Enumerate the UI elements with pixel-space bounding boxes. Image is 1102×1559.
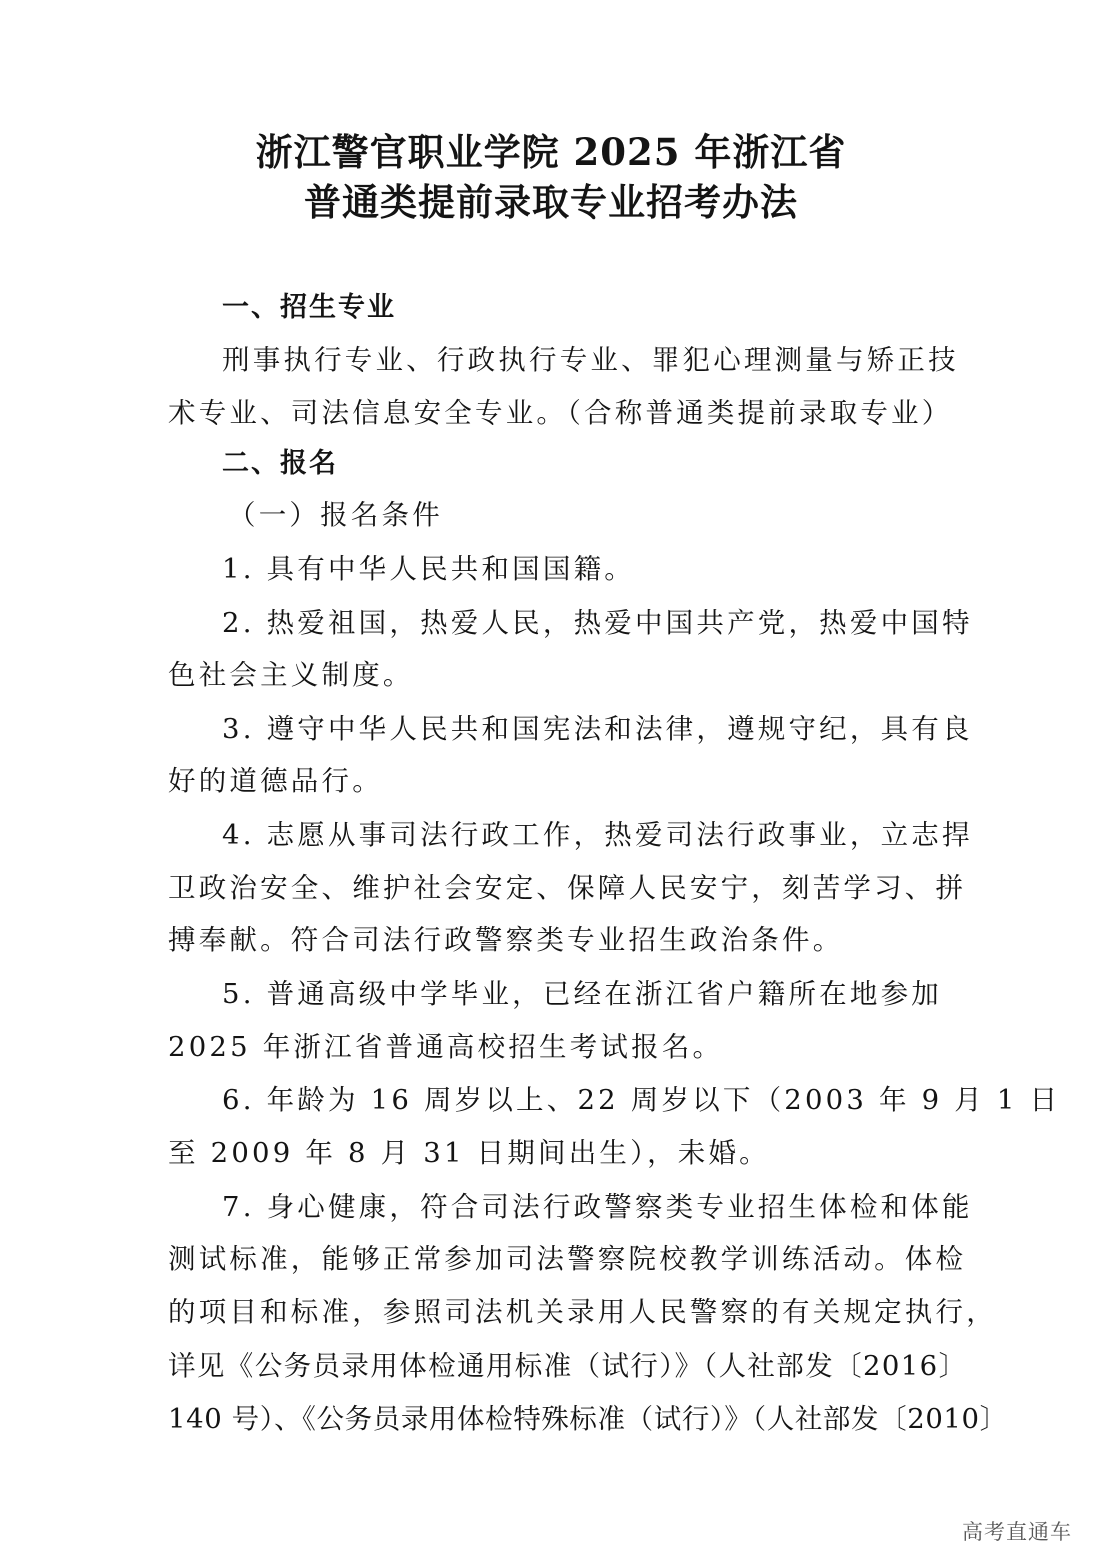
document-title-line-1: 浙江警官职业学院 2025 年浙江省 xyxy=(255,130,847,174)
paragraph-line: 的项目和标准，参照司法机关录用人民警察的有关规定执行， xyxy=(168,1296,997,1328)
paragraph-line: 1. 具有中华人民共和国国籍。 xyxy=(222,553,635,585)
paragraph-line: 搏奉献。符合司法行政警察类专业招生政治条件。 xyxy=(168,924,844,956)
paragraph-line: 刑事执行专业、行政执行专业、罪犯心理测量与矫正技 xyxy=(222,344,959,376)
paragraph-line: 6. 年龄为 16 周岁以上、22 周岁以下（2003 年 9 月 1 日 xyxy=(222,1084,1061,1116)
paragraph-line: 至 2009 年 8 月 31 日期间出生），未婚。 xyxy=(168,1137,770,1169)
paragraph-line: 好的道德品行。 xyxy=(168,765,383,797)
paragraph-line: 详见《公务员录用体检通用标准（试行）》（人社部发〔2016〕 xyxy=(168,1350,968,1382)
paragraph-line: 7. 身心健康，符合司法行政警察类专业招生体检和体能 xyxy=(222,1191,973,1223)
paragraph-line: 卫政治安全、维护社会安定、保障人民安宁，刻苦学习、拼 xyxy=(168,872,967,904)
paragraph-line: 3. 遵守中华人民共和国宪法和法律，遵规守纪，具有良 xyxy=(222,713,973,745)
paragraph-line: 5. 普通高级中学毕业，已经在浙江省户籍所在地参加 xyxy=(222,978,942,1010)
subsection-heading-conditions: （一）报名条件 xyxy=(228,499,443,531)
watermark-text: 高考直通车 xyxy=(962,1520,1072,1544)
paragraph-line: 2025 年浙江省普通高校招生考试报名。 xyxy=(168,1031,724,1063)
paragraph-line: 140 号）、《公务员录用体检特殊标准（试行）》（人社部发〔2010〕 xyxy=(168,1403,1008,1435)
paragraph-line: 术专业、司法信息安全专业。（合称普通类提前录取专业） xyxy=(168,397,953,429)
document-title-line-2: 普通类提前录取专业招考办法 xyxy=(304,180,798,224)
section-heading-majors: 一、招生专业 xyxy=(222,292,396,323)
paragraph-line: 2. 热爱祖国，热爱人民，热爱中国共产党，热爱中国特 xyxy=(222,607,973,639)
paragraph-line: 测试标准，能够正常参加司法警察院校教学训练活动。体检 xyxy=(168,1243,967,1275)
paragraph-line: 4. 志愿从事司法行政工作，热爱司法行政事业，立志捍 xyxy=(222,819,973,851)
section-heading-registration: 二、报名 xyxy=(222,448,338,479)
paragraph-line: 色社会主义制度。 xyxy=(168,659,414,691)
